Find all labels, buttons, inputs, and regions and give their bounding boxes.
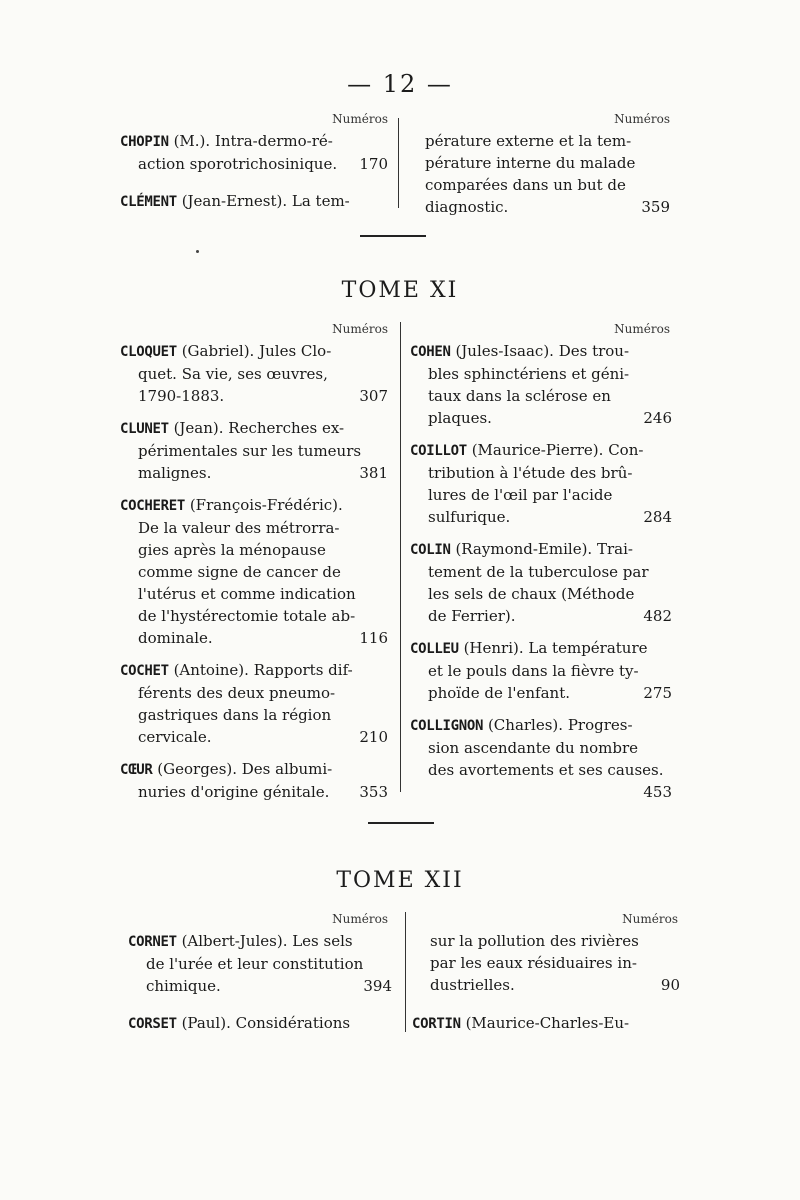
entry-number: 482: [643, 607, 672, 625]
entry-text: par les eaux résiduaires in-: [430, 954, 637, 972]
entry-text: sur la pollution des rivières: [430, 932, 639, 950]
entry-text: 1790-1883.: [138, 387, 225, 405]
entry-text: (Henri). La température: [463, 639, 648, 657]
page-number: — 12 —: [347, 70, 453, 98]
entry-text: malignes.: [138, 464, 212, 482]
entry-text: diagnostic.: [425, 198, 509, 216]
column-divider: [405, 912, 406, 1032]
entry-number: 170: [359, 155, 388, 173]
section-divider: [360, 235, 426, 237]
col-header-xii-left: Numéros: [332, 912, 388, 926]
tome-xii-title: TOME XII: [336, 868, 464, 893]
entry-text: pérature externe et la tem-: [425, 132, 632, 150]
entry-text: plaques.: [428, 409, 492, 427]
entry-text: tribution à l'étude des brû-: [428, 464, 633, 482]
entry-text: (M.). Intra-dermo-ré-: [173, 132, 333, 150]
entry-cochet: [120, 659, 388, 748]
entry-text: de l'urée et leur constitution: [146, 955, 364, 973]
entry-text: (Raymond-Emile). Trai-: [455, 540, 633, 558]
entry-name: COLIN: [410, 542, 451, 558]
entry-cocheret: [120, 494, 388, 649]
col-header-xi-right: Numéros: [614, 322, 670, 336]
entry-text: de Ferrier).: [428, 607, 516, 625]
entry-text: dominale.: [138, 629, 213, 647]
entry-coeur: [120, 758, 388, 803]
entry-text: (Charles). Progres-: [487, 716, 633, 734]
entry-name: CLUNET: [120, 421, 169, 437]
entry-text: comparées dans un but de: [425, 176, 626, 194]
entry-name: CORNET: [128, 934, 177, 950]
entry-text: sion ascendante du nombre: [428, 739, 639, 757]
entry-text: dustrielles.: [430, 976, 515, 994]
entry-text: de l'hystérectomie totale ab-: [138, 607, 356, 625]
entry-number: 116: [359, 629, 388, 647]
entry-chopin: [120, 130, 388, 175]
entry-text: (Antoine). Rapports dif-: [173, 661, 353, 679]
entry-number: 394: [363, 977, 392, 995]
entry-text: taux dans la sclérose en: [428, 387, 611, 405]
entry-text: (Gabriel). Jules Clo-: [181, 342, 332, 360]
entry-colin: [410, 538, 672, 627]
entry-number: 381: [359, 464, 388, 482]
entry-number: 246: [643, 409, 672, 427]
entry-clement-cont: [425, 130, 670, 218]
entry-text: cervicale.: [138, 728, 212, 746]
entry-text: (Albert-Jules). Les sels: [181, 932, 353, 950]
entry-number: 90: [660, 976, 680, 994]
col-header-top-right: Numéros: [614, 112, 670, 126]
entry-number: 353: [359, 783, 388, 801]
entry-text: les sels de chaux (Méthode: [428, 585, 635, 603]
entry-number: 275: [643, 684, 672, 702]
entry-colleu: [410, 637, 672, 704]
entry-corset-cont: [430, 930, 680, 996]
entry-text: comme signe de cancer de: [138, 563, 341, 581]
entry-number: 453: [643, 783, 672, 801]
entry-text: gastriques dans la région: [138, 706, 332, 724]
entry-text: (Jean-Ernest). La tem-: [181, 192, 350, 210]
entry-name: COCHET: [120, 663, 169, 679]
entry-text: gies après la ménopause: [138, 541, 326, 559]
ink-speck: [196, 250, 199, 253]
entry-text: action sporotrichosinique.: [138, 155, 338, 173]
entry-text: (Maurice-Charles-Eu-: [465, 1014, 630, 1032]
entry-name: COLLIGNON: [410, 718, 484, 734]
entry-clunet: [120, 417, 388, 484]
tome-xi-title: TOME XI: [341, 278, 459, 303]
entry-text: et le pouls dans la fièvre ty-: [428, 662, 639, 680]
entry-text: lures de l'œil par l'acide: [428, 486, 613, 504]
entry-name: CORTIN: [412, 1016, 461, 1032]
entry-text: phoïde de l'enfant.: [428, 684, 570, 702]
entry-name: CLOQUET: [120, 344, 177, 360]
tome-xi-left-column: [120, 340, 388, 803]
entry-text: bles sphinctériens et géni-: [428, 365, 630, 383]
entry-text: (Jules-Isaac). Des trou-: [455, 342, 630, 360]
entry-text: des avortements et ses causes.: [428, 761, 664, 779]
entry-number: 359: [641, 198, 670, 216]
entry-name: COILLOT: [410, 443, 467, 459]
entry-clement: [120, 190, 388, 213]
section-divider: [368, 822, 434, 824]
entry-name: CLÉMENT: [120, 194, 177, 210]
entry-cornet: [128, 930, 392, 997]
entry-coillot: [410, 439, 672, 528]
entry-text: (Paul). Considérations: [181, 1014, 351, 1032]
entry-number: 210: [359, 728, 388, 746]
entry-text: quet. Sa vie, ses œuvres,: [138, 365, 328, 383]
entry-cohen: [410, 340, 672, 429]
entry-text: tement de la tuberculose par: [428, 563, 649, 581]
entry-text: (Georges). Des albumi-: [157, 760, 333, 778]
entry-text: De la valeur des métrorra-: [138, 519, 340, 537]
entry-text: nuries d'origine génitale.: [138, 783, 330, 801]
entry-text: périmentales sur les tumeurs: [138, 442, 362, 460]
entry-corset: [128, 1012, 392, 1035]
entry-text: sulfurique.: [428, 508, 511, 526]
col-header-top-left: Numéros: [332, 112, 388, 126]
entry-text: (Maurice-Pierre). Con-: [471, 441, 644, 459]
entry-number: 284: [643, 508, 672, 526]
entry-name: COHEN: [410, 344, 451, 360]
column-divider: [400, 322, 401, 792]
entry-name: COLLEU: [410, 641, 459, 657]
tome-xi-right-column: [410, 340, 672, 803]
entry-name: CŒUR: [120, 762, 153, 778]
entry-name: CORSET: [128, 1016, 177, 1032]
entry-text: pérature interne du malade: [425, 154, 636, 172]
entry-text: (Jean). Recherches ex-: [173, 419, 345, 437]
entry-cloquet: [120, 340, 388, 407]
entry-collignon: [410, 714, 672, 801]
entry-name: CHOPIN: [120, 134, 169, 150]
entry-text: (François-Frédéric).: [189, 496, 343, 514]
entry-text: l'utérus et comme indication: [138, 585, 356, 603]
entry-text: chimique.: [146, 977, 221, 995]
entry-name: COCHERET: [120, 498, 186, 514]
entry-cortin: [412, 1012, 680, 1035]
column-divider: [398, 118, 399, 208]
entry-text: férents des deux pneumo-: [138, 684, 336, 702]
col-header-xii-right: Numéros: [622, 912, 678, 926]
entry-number: 307: [359, 387, 388, 405]
col-header-xi-left: Numéros: [332, 322, 388, 336]
